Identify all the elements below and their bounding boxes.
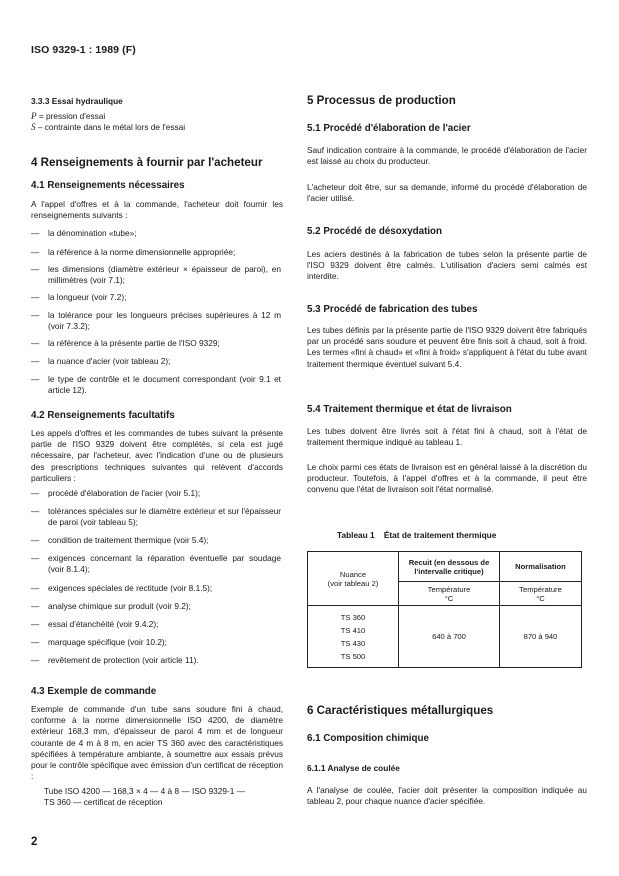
dash-bullet: — (31, 338, 40, 348)
section-4-3-title: 4.3 Exemple de commande (31, 686, 157, 697)
list-item: — procédé d'élaboration de l'acier (voir 5.1); (31, 488, 201, 498)
section-4-1-title: 4.1 Renseignements nécessaires (31, 180, 185, 191)
section-5-1-paragraph-1: Sauf indication contraire à la commande, le procédé d'élaboration de l'acier est laissé au choix du producteur. (307, 145, 587, 167)
section-5-3-paragraph: Les tubes définis par la présente partie de l'ISO 9329 doivent être fabriqués par un procédé sans soudure et peuvent être finis soit à chaud, soit à froid. Les termes «fini à chaud» et «fini à froid» s'appliquent à l'état du tube avant traitement thermique éventuel suivant 5.4. (307, 325, 587, 369)
dash-bullet: — (31, 535, 40, 545)
table-subheader-temp-recuit: Température °C (399, 582, 500, 606)
list-item: — exigences spéciales de rectitude (voir 8.1.5); (31, 583, 213, 593)
section-5-3-title: 5.3 Procédé de fabrication des tubes (307, 304, 478, 315)
symbol-s: S (31, 122, 36, 132)
list-item: — le type de contrôle et le document correspondant (voir 9.1 et article 12). (31, 374, 281, 396)
dash-bullet: — (31, 292, 40, 302)
dash-bullet: — (31, 655, 40, 665)
section-4-title: 4 Renseignements à fournir par l'acheteur (31, 156, 263, 169)
header-nuance-ref: (voir tableau 2) (327, 578, 379, 588)
list-item: — marquage spécifique (voir 10.2); (31, 637, 167, 647)
section-5-title: 5 Processus de production (307, 94, 456, 107)
table-header-normalisation: Normalisation (500, 552, 582, 582)
table-norm-value: 870 à 940 (500, 606, 582, 668)
order-example-line-2: TS 360 — certificat de réception (44, 797, 163, 807)
list-item: — la dénomination «tube»; (31, 228, 137, 238)
symbol-s-text: – contrainte dans le métal lors de l'essai (37, 122, 186, 132)
dash-bullet: — (31, 247, 40, 257)
section-4-3-text: Exemple de commande d'un tube sans soudure fini à chaud, conforme à la norme dimensionnelle ISO 4200, de diamètre extérieur 168,3 mm, d'épaisseur de paroi 4 mm et de longueur courante de 4 m à 8 m, en acier TS 360 avec des caractéristiques spécifiées à température ambiante, à soumettre aux essais prévus pour le contrôle spécifique avec émission d'un certificat de réception : (31, 704, 283, 782)
list-item: — la référence à la présente partie de l'ISO 9329; (31, 338, 220, 348)
section-6-1-1-paragraph: A l'analyse de coulée, l'acier doit présenter la composition indiquée au tableau 2, pour chaque nuance d'acier spécifiée. (307, 785, 587, 807)
section-6-1-title: 6.1 Composition chimique (307, 733, 429, 744)
table-grade: TS 500 (340, 651, 366, 661)
section-5-1-title: 5.1 Procédé d'élaboration de l'acier (307, 123, 471, 134)
document-id-header: ISO 9329-1 : 1989 (F) (31, 44, 136, 56)
table-1 (307, 551, 582, 668)
dash-bullet: — (31, 601, 40, 611)
table-grade: TS 360 (340, 612, 366, 622)
table-subheader-temp-norm: Température °C (500, 582, 582, 606)
dash-bullet: — (31, 583, 40, 593)
symbol-p-definition (31, 111, 105, 121)
table-grades-cell (308, 606, 399, 668)
header-nuance-label: Nuance (339, 569, 367, 579)
symbol-s-definition (31, 122, 185, 132)
table-recuit-value: 640 à 700 (399, 606, 500, 668)
list-item: — tolérances spéciales sur le diamètre extérieur et sur l'épaisseur de paroi (voir tableau 5); (31, 506, 281, 528)
dash-bullet: — (31, 619, 40, 629)
dash-bullet: — (31, 488, 40, 498)
table-grade: TS 410 (340, 625, 366, 635)
dash-bullet: — (31, 506, 40, 516)
list-item: — la référence à la norme dimensionnelle appropriée; (31, 247, 236, 257)
dash-bullet: — (31, 637, 40, 647)
table-header-recuit: Recuit (en dessous de l'intervalle critique) (399, 552, 500, 582)
symbol-p: P (31, 111, 37, 121)
table-header-nuance (308, 552, 399, 606)
list-item: — condition de traitement thermique (voir 5.4); (31, 535, 209, 545)
dash-bullet: — (31, 356, 40, 366)
dash-bullet: — (31, 374, 40, 384)
list-item: — la tolérance pour les longueurs précises supérieures à 12 m (voir 7.3.2); (31, 310, 281, 332)
list-item: — essai d'étanchéité (voir 9.4.2); (31, 619, 159, 629)
order-example-line-1: Tube ISO 4200 — 168,3 × 4 — 4 à 8 — ISO 9329-1 — (44, 786, 246, 796)
dash-bullet: — (31, 228, 40, 238)
list-item: — les dimensions (diamètre extérieur × épaisseur de paroi), en millimètres (voir 7.1); (31, 264, 281, 286)
section-4-1-intro: A l'appel d'offres et à la commande, l'acheteur doit fournir les renseignements suivants : (31, 199, 283, 221)
dash-bullet: — (31, 553, 40, 563)
section-5-1-paragraph-2: L'acheteur doit être, sur sa demande, informé du procédé d'élaboration de l'acier utilisé. (307, 182, 587, 204)
list-item: — la nuance d'acier (voir tableau 2); (31, 356, 171, 366)
list-item: — la longueur (voir 7.2); (31, 292, 127, 302)
section-5-4-title: 5.4 Traitement thermique et état de livraison (307, 404, 512, 415)
symbol-p-text: = pression d'essai (38, 111, 106, 121)
section-5-2-paragraph: Les aciers destinés à la fabrication de tubes selon la présente partie de l'ISO 9329 doivent être calmés. L'utilisation d'aciers semi calmés est interdite. (307, 249, 587, 282)
section-5-2-title: 5.2 Procédé de désoxydation (307, 226, 443, 237)
table-grade: TS 430 (340, 638, 366, 648)
section-4-2-title: 4.2 Renseignements facultatifs (31, 410, 175, 421)
table-1-caption: Tableau 1 État de traitement thermique (337, 530, 497, 540)
dash-bullet: — (31, 264, 40, 274)
section-5-4-paragraph-2: Le choix parmi ces états de livraison est en général laissé à la discrétion du producteur. Toutefois, à l'appel d'offres et à la commande, il peut être convenu que l'état de livraison soit l'état normalisé. (307, 462, 587, 495)
list-item: — analyse chimique sur produit (voir 9.2); (31, 601, 191, 611)
section-6-1-1-title: 6.1.1 Analyse de coulée (307, 763, 400, 773)
section-4-2-intro: Les appels d'offres et les commandes de tubes suivant la présente partie de l'ISO 9329 doivent être complétés, si cela est jugé nécessaire, par l'acheteur, avec l'indication d'une ou de plusieurs des prescriptions techniques suivantes qui relèvent d'accords particuliers : (31, 428, 283, 483)
section-3-3-3-title: 3.3.3 Essai hydraulique (31, 96, 123, 106)
list-item: — revêtement de protection (voir article 11). (31, 655, 199, 665)
section-6-title: 6 Caractéristiques métallurgiques (307, 704, 494, 717)
section-5-4-paragraph-1: Les tubes doivent être livrés soit à l'état fini à chaud, soit à l'état de traitement thermique indiqué au tableau 1. (307, 426, 587, 448)
list-item: — exigences concernant la réparation éventuelle par soudage (voir 8.1.4); (31, 553, 281, 575)
dash-bullet: — (31, 310, 40, 320)
page-number: 2 (31, 836, 38, 848)
